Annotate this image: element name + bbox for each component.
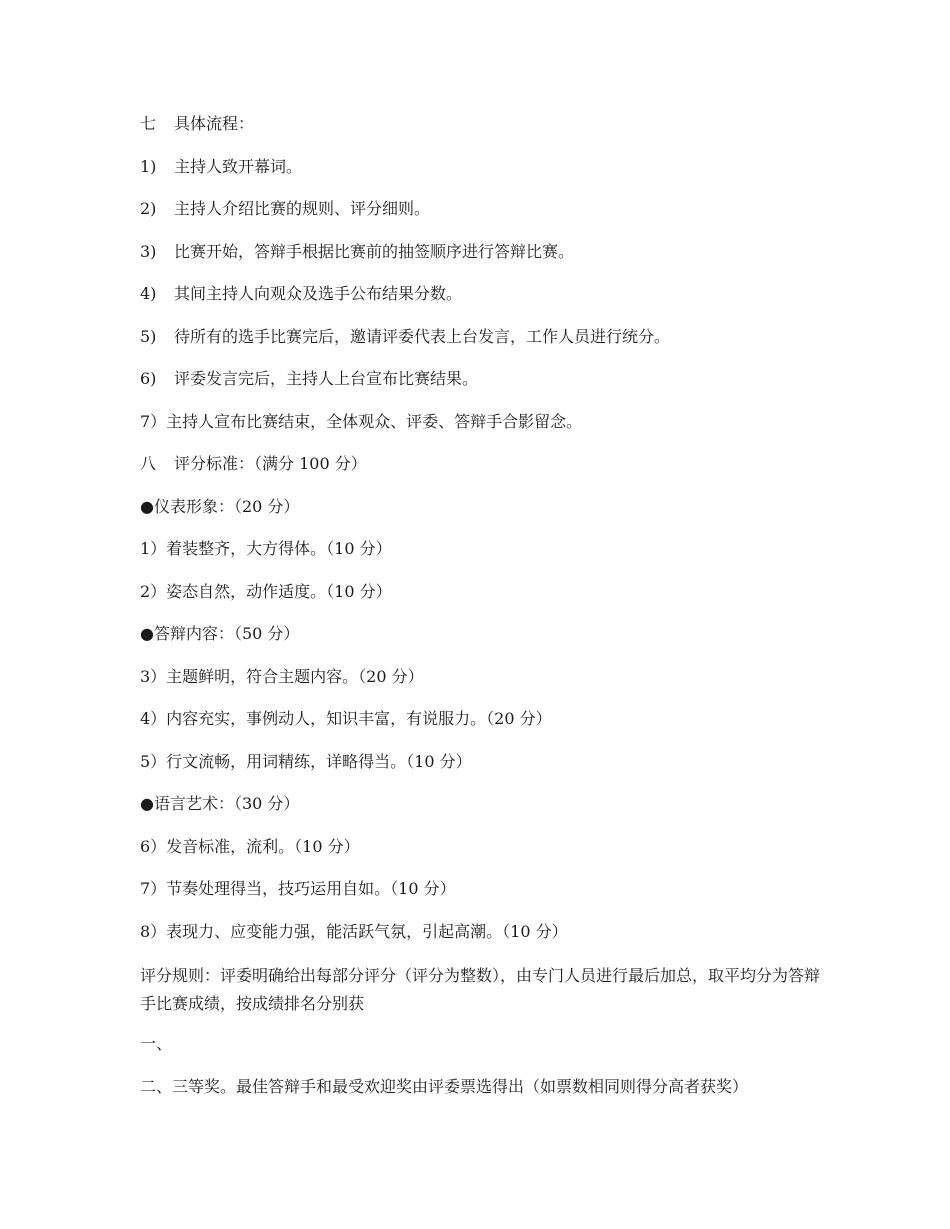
step-4 bbox=[140, 282, 820, 306]
section-7-title: 具体流程： bbox=[174, 114, 255, 133]
step-number: 4) bbox=[140, 284, 157, 303]
criteria-item-3: 3）主题鲜明，符合主题内容。（20 分） bbox=[140, 666, 424, 686]
step-3 bbox=[140, 240, 820, 264]
section-8-heading bbox=[140, 452, 820, 476]
step-text: 其间主持人向观众及选手公布结果分数。 bbox=[174, 284, 463, 303]
section-7-heading bbox=[140, 112, 820, 136]
step-7: 7）主持人宣布比赛结束，全体观众、评委、答辩手合影留念。 bbox=[140, 411, 583, 431]
step-6 bbox=[140, 367, 820, 391]
document-page bbox=[140, 112, 820, 1117]
section-8-title: 评分标准：（满分 100 分） bbox=[174, 454, 367, 473]
step-2 bbox=[140, 197, 820, 221]
criteria-item-8: 8）表现力、应变能力强，能活跃气氛，引起高潮。（10 分） bbox=[140, 921, 568, 941]
step-number: 2) bbox=[140, 199, 157, 218]
step-text: 主持人致开幕词。 bbox=[174, 156, 303, 176]
criteria-item-7: 7）节奏处理得当，技巧运用自如。（10 分） bbox=[140, 879, 456, 898]
award-line-first: 一、 bbox=[140, 1034, 173, 1053]
criteria-group-content: ●答辩内容：（50 分） bbox=[140, 624, 300, 643]
section-8-number: 八 bbox=[140, 454, 157, 473]
criteria-item-6: 6）发音标准，流利。（10 分） bbox=[140, 836, 360, 856]
step-5 bbox=[140, 325, 820, 349]
step-text: 评委发言完后，主持人上台宣布比赛结果。 bbox=[174, 369, 479, 388]
step-number: 5) bbox=[140, 326, 157, 346]
criteria-group-appearance: ●仪表形象：（20 分） bbox=[140, 496, 300, 516]
step-number: 6) bbox=[140, 369, 157, 388]
criteria-item-1: 1）着装整齐，大方得体。（10 分） bbox=[140, 539, 392, 558]
section-7-number: 七 bbox=[140, 114, 157, 133]
step-1 bbox=[140, 155, 820, 179]
criteria-item-5: 5）行文流畅，用词精练，详略得当。（10 分） bbox=[140, 751, 472, 771]
step-text: 待所有的选手比赛完后，邀请评委代表上台发言，工作人员进行统分。 bbox=[174, 326, 671, 346]
criteria-item-4: 4）内容充实，事例动人，知识丰富，有说服力。（20 分） bbox=[140, 709, 552, 728]
criteria-group-language: ●语言艺术：（30 分） bbox=[140, 794, 300, 813]
award-line-second-third: 二、三等奖。最佳答辩手和最受欢迎奖由评委票选得出（如票数相同则得分高者获奖） bbox=[140, 1076, 749, 1096]
step-text: 主持人介绍比赛的规则、评分细则。 bbox=[174, 199, 431, 218]
step-text: 比赛开始，答辩手根据比赛前的抽签顺序进行答辩比赛。 bbox=[174, 241, 575, 261]
criteria-item-2: 2）姿态自然，动作适度。（10 分） bbox=[140, 581, 392, 601]
step-number: 3) bbox=[140, 241, 157, 261]
step-number: 1) bbox=[140, 156, 157, 176]
scoring-rules-paragraph: 评分规则：评委明确给出每部分评分（评分为整数），由专门人员进行最后加总，取平均分为答辩手比赛成绩，按成绩排名分别获 bbox=[140, 966, 821, 1013]
